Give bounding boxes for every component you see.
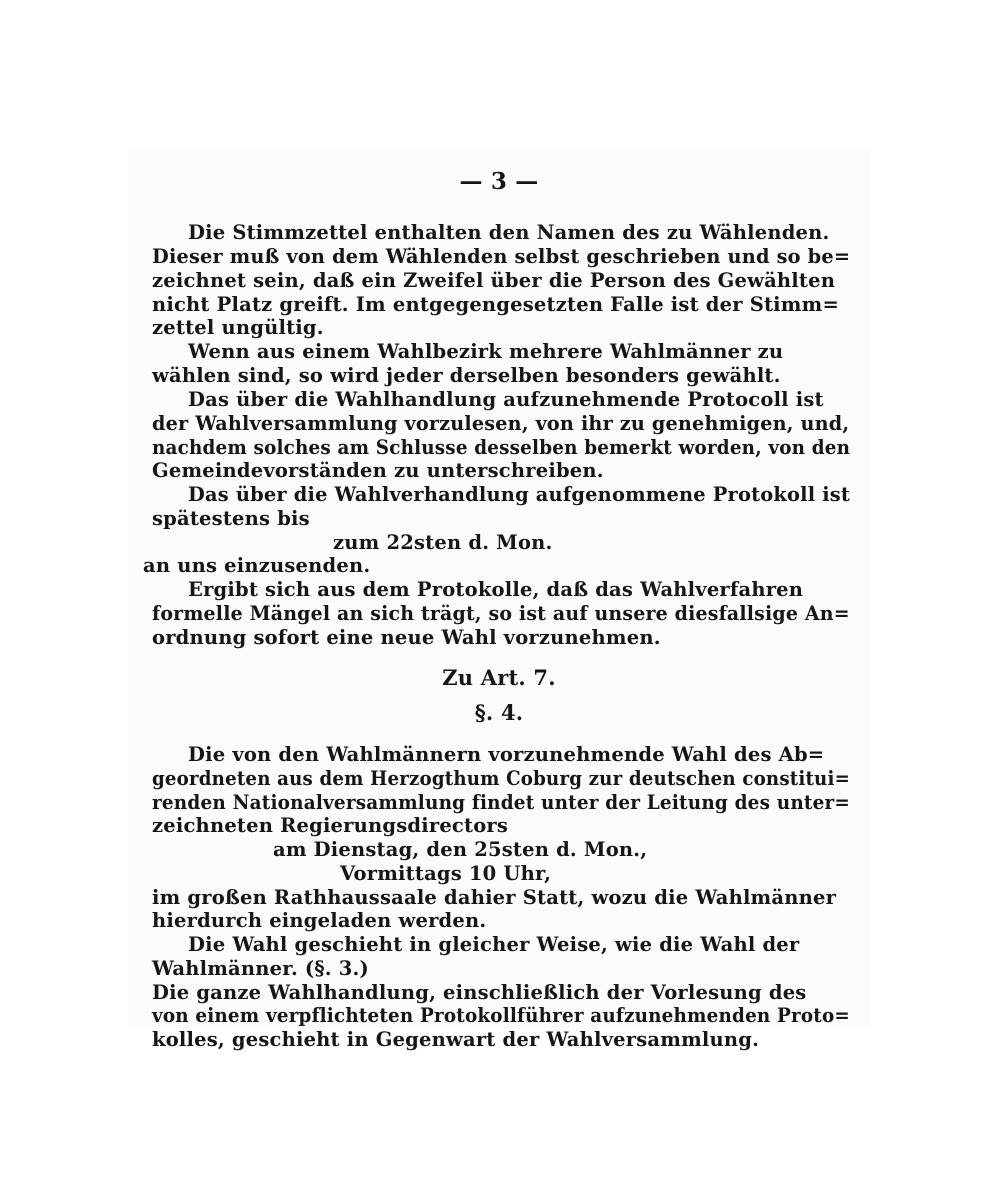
text-line: Die Wahl geschieht in gleicher Weise, wie die Wahl der [188, 933, 800, 956]
text-line: Die von den Wahlmännern vorzunehmende Wahl des Ab= [188, 743, 825, 766]
text-line: Das über die Wahlhandlung aufzunehmende Protocoll ist [188, 388, 824, 411]
text-line: wählen sind, so wird jeder derselben besonders gewählt. [152, 364, 781, 387]
scanned-page [128, 148, 870, 1051]
text-line: Wenn aus einem Wahlbezirk mehrere Wahlmänner zu [188, 340, 784, 363]
text-line: zettel ungültig. [152, 316, 324, 339]
text-line: im großen Rathhaussaale dahier Statt, wozu die Wahlmänner [152, 886, 837, 909]
text-line: Dieser muß von dem Wählenden selbst geschrieben und so be= [152, 245, 851, 268]
text-line: Die Stimmzettel enthalten den Namen des zu Wählenden. [188, 221, 830, 244]
text-line: renden Nationalversammlung findet unter der Leitung des unter= [152, 791, 851, 814]
text-line: zeichnet sein, daß ein Zweifel über die Person des Gewählten [152, 269, 836, 292]
text-line: nachdem solches am Schlusse desselben bemerkt worden, von den [152, 436, 851, 459]
text-line: geordneten aus dem Herzogthum Coburg zur deutschen constitui= [152, 767, 851, 790]
text-line: der Wahlversammlung vorzulesen, von ihr zu genehmigen, und, [152, 412, 850, 435]
section-heading: Zu Art. 7. [442, 665, 556, 690]
text-line: nicht Platz greift. Im entgegengesetzten Falle ist der Stimm= [152, 293, 839, 316]
text-line: Gemeindevorständen zu unterschreiben. [152, 459, 604, 482]
text-line: hierdurch eingeladen werden. [152, 909, 487, 932]
text-line: spätestens bis [152, 507, 310, 530]
paragraph-heading: §. 4. [474, 700, 524, 725]
text-line: Das über die Wahlverhandlung aufgenommene Protokoll ist [188, 483, 851, 506]
text-line: von einem verpflichteten Protokollführer aufzunehmenden Proto= [152, 1004, 850, 1027]
time-line: Vormittags 10 Uhr, [340, 862, 552, 885]
text-line: Ergibt sich aus dem Protokolle, daß das Wahlverfahren [188, 578, 804, 601]
date-line: am Dienstag, den 25sten d. Mon., [273, 838, 648, 861]
text-line: ordnung sofort eine neue Wahl vorzunehmen. [152, 626, 661, 649]
text-line: an uns einzusenden. [143, 554, 371, 577]
text-line: Wahlmänner. (§. 3.) [152, 957, 369, 980]
text-line: kolles, geschieht in Gegenwart der Wahlversammlung. [152, 1028, 760, 1051]
deadline-line: zum 22sten d. Mon. [333, 531, 553, 554]
text-line: formelle Mängel an sich trägt, so ist auf unsere diesfallsige An= [152, 602, 850, 625]
page-number: — 3 — [459, 168, 539, 195]
text-line: Die ganze Wahlhandlung, einschließlich der Vorlesung des [152, 981, 807, 1004]
text-line: zeichneten Regierungsdirectors [152, 814, 509, 837]
